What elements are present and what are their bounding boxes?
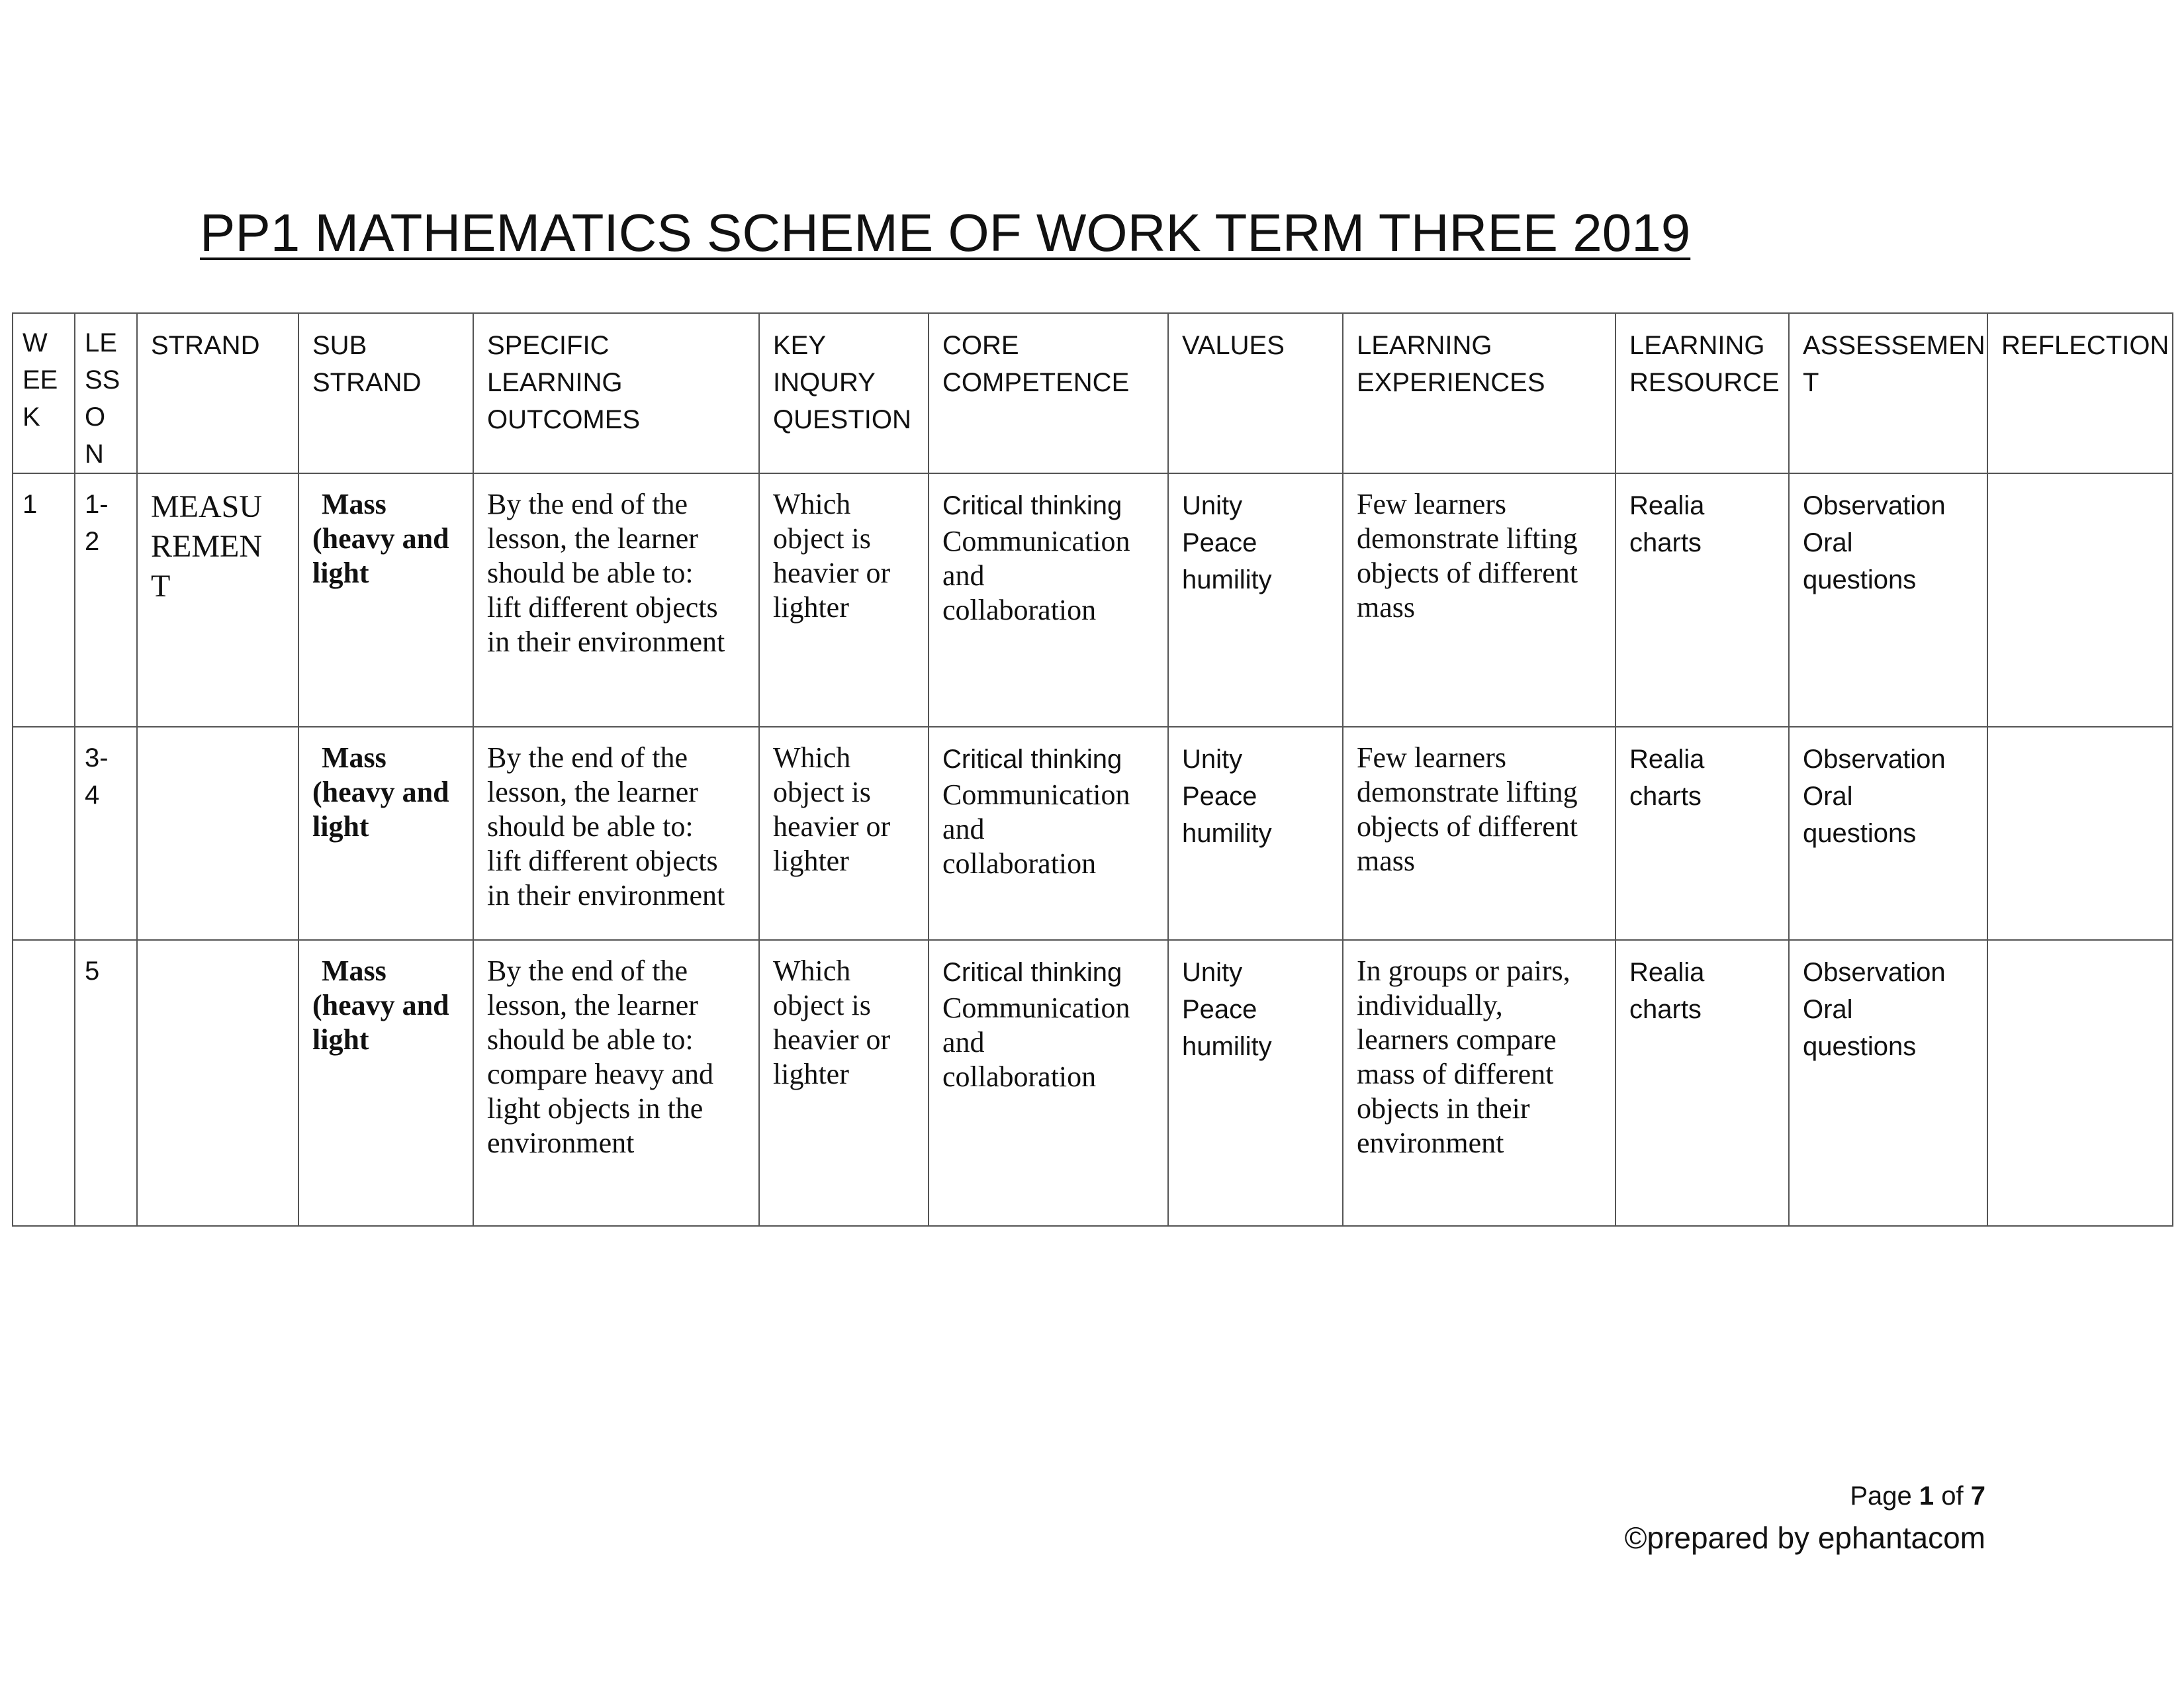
copyright-note: ©prepared by ephantacom — [1624, 1521, 1985, 1555]
table-row — [13, 727, 2173, 940]
cell-competence: Critical thinking Communication and collaboration — [929, 473, 1168, 727]
table-row — [13, 940, 2173, 1226]
cell-resource: Realia charts — [1615, 940, 1789, 1226]
current-page: 1 — [1919, 1481, 1934, 1511]
cell-reflection — [1987, 727, 2173, 940]
header-resource: LEARNING RESOURCE — [1615, 313, 1789, 473]
cell-values: Unity Peace humility — [1168, 940, 1343, 1226]
cell-strand — [137, 727, 298, 940]
header-inquiry: KEY INQURY QUESTION — [759, 313, 929, 473]
cell-competence: Critical thinking Communication and collaboration — [929, 940, 1168, 1226]
cell-inquiry: Which object is heavier or lighter — [759, 727, 929, 940]
cell-assessment: Observation Oral questions — [1789, 727, 1987, 940]
cell-competence: Critical thinking Communication and collaboration — [929, 727, 1168, 940]
cell-experiences: Few learners demonstrate lifting objects of different mass — [1343, 473, 1615, 727]
header-outcomes: SPECIFIC LEARNING OUTCOMES — [473, 313, 759, 473]
cell-sub-strand: Mass (heavy and light — [298, 940, 473, 1226]
cell-assessment: Observation Oral questions — [1789, 473, 1987, 727]
cell-experiences: In groups or pairs, individually, learners compare mass of different objects in their environment — [1343, 940, 1615, 1226]
header-competence: CORE COMPETENCE — [929, 313, 1168, 473]
cell-week — [13, 940, 75, 1226]
header-row — [13, 313, 2173, 473]
cell-values: Unity Peace humility — [1168, 727, 1343, 940]
cell-outcomes: By the end of the lesson, the learner should be able to: compare heavy and light objects in the environment — [473, 940, 759, 1226]
header-reflection: REFLECTION — [1987, 313, 2173, 473]
cell-resource: Realia charts — [1615, 473, 1789, 727]
total-pages: 7 — [1970, 1481, 1985, 1511]
header-lesson: LE SS O N — [75, 313, 137, 473]
cell-resource: Realia charts — [1615, 727, 1789, 940]
cell-inquiry: Which object is heavier or lighter — [759, 940, 929, 1226]
cell-values: Unity Peace humility — [1168, 473, 1343, 727]
header-assessment: ASSESSEMEN T — [1789, 313, 1987, 473]
cell-sub-strand: Mass (heavy and light — [298, 473, 473, 727]
header-sub-strand: SUB STRAND — [298, 313, 473, 473]
table-row — [13, 473, 2173, 727]
header-week: W EE K — [13, 313, 75, 473]
cell-experiences: Few learners demonstrate lifting objects of different mass — [1343, 727, 1615, 940]
cell-lesson: 5 — [75, 940, 137, 1226]
cell-reflection — [1987, 940, 2173, 1226]
header-experiences: LEARNING EXPERIENCES — [1343, 313, 1615, 473]
cell-week: 1 — [13, 473, 75, 727]
cell-sub-strand: Mass (heavy and light — [298, 727, 473, 940]
header-strand: STRAND — [137, 313, 298, 473]
scheme-table — [12, 312, 2173, 1227]
page-title: PP1 MATHEMATICS SCHEME OF WORK TERM THREE 2019 — [200, 203, 1691, 262]
cell-outcomes: By the end of the lesson, the learner should be able to: lift different objects in their environment — [473, 727, 759, 940]
cell-lesson: 3- 4 — [75, 727, 137, 940]
page-number: Page 1 of 7 — [1850, 1481, 1985, 1511]
cell-assessment: Observation Oral questions — [1789, 940, 1987, 1226]
cell-inquiry: Which object is heavier or lighter — [759, 473, 929, 727]
cell-week — [13, 727, 75, 940]
header-values: VALUES — [1168, 313, 1343, 473]
cell-strand — [137, 940, 298, 1226]
cell-outcomes: By the end of the lesson, the learner should be able to: lift different objects in their environment — [473, 473, 759, 727]
cell-lesson: 1- 2 — [75, 473, 137, 727]
cell-strand: MEASU REMEN T — [137, 473, 298, 727]
cell-reflection — [1987, 473, 2173, 727]
